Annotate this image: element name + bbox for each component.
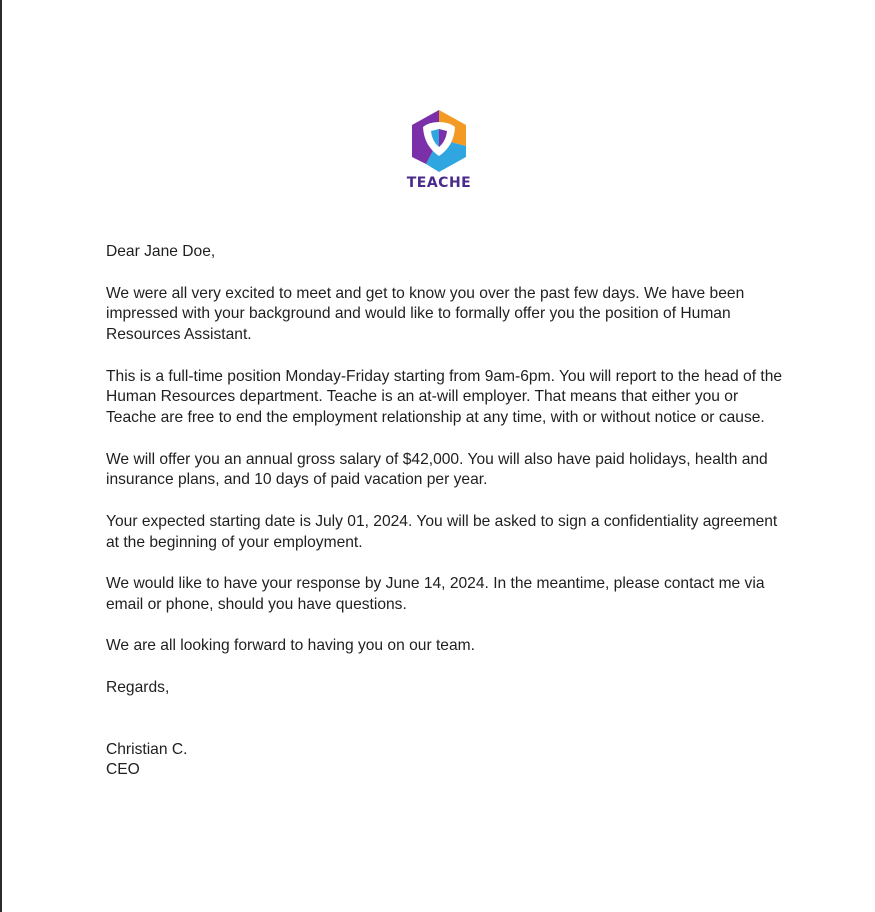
paragraph-intro: We were all very excited to meet and get to know you over the past few days. We have been impressed with your background and would like to formally offer you the position of Human Resources Assistant. xyxy=(106,284,745,343)
paragraph-response: We would like to have your response by June 14, 2024. In the meantime, please contact me via email or phone, should you have questions. xyxy=(106,575,765,613)
paragraph-team: We are all looking forward to having you on our team. xyxy=(106,637,475,655)
signer-title: CEO xyxy=(106,761,140,779)
offer-letter-body xyxy=(106,242,786,781)
brand-name: TEACHE xyxy=(406,175,472,191)
paragraph-start-date: Your expected starting date is July 01, 2024. You will be asked to sign a confidentiality agreement at the beginning of your employment. xyxy=(106,512,778,551)
paragraph-compensation: We will offer you an annual gross salary of $42,000. You will also have paid holidays, health and insurance plans, and 10 days of paid vacation per year. xyxy=(106,450,768,489)
greeting: Dear Jane Doe, xyxy=(106,243,216,260)
paragraph-schedule: This is a full-time position Monday-Friday starting from 9am-6pm. You will report to the head of the Human Resources department. Teache is an at-will employer. That means that either you or Teache are free to end the employment relationship at any time, with or without notice or cause. xyxy=(106,367,783,426)
signature-block xyxy=(106,740,786,781)
signer-name: Christian C. xyxy=(106,740,188,758)
logo-hexagon-icon xyxy=(404,106,474,176)
page-left-border xyxy=(0,0,2,912)
closing: Regards, xyxy=(106,679,170,697)
